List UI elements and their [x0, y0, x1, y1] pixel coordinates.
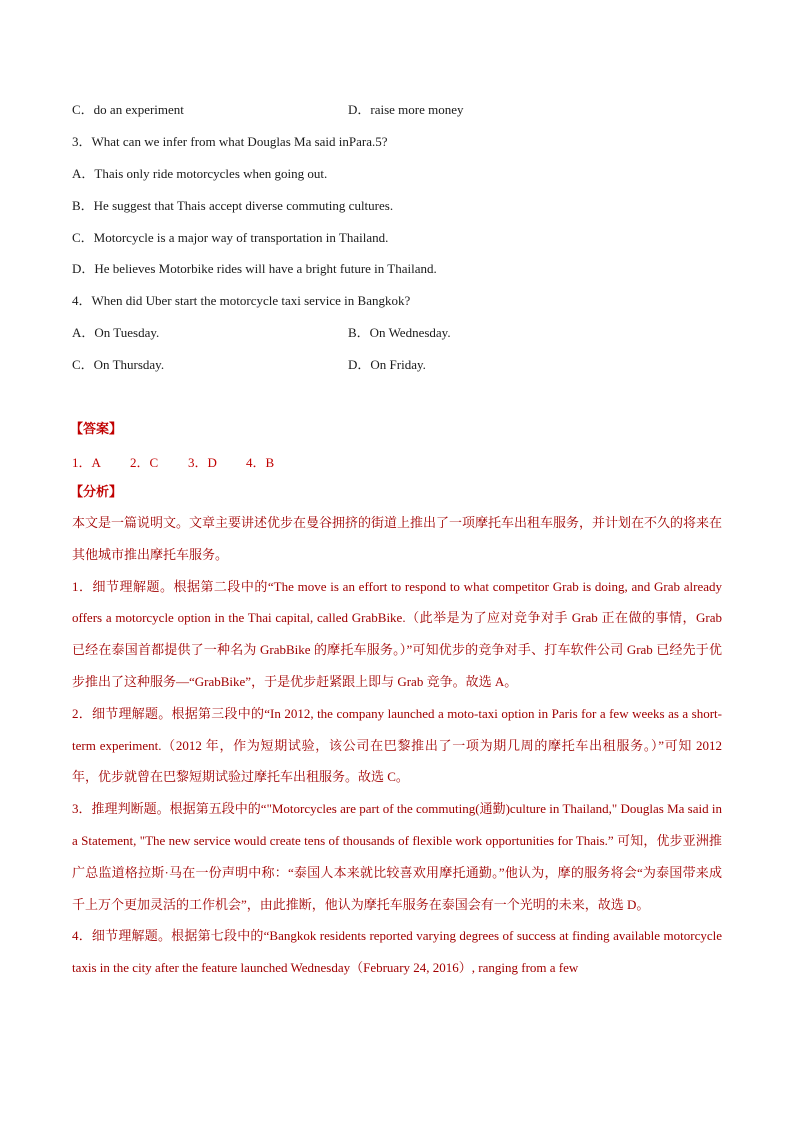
- q4-option-b: B．On Wednesday.: [348, 325, 451, 340]
- q4-stem: 4．When did Uber start the motorcycle taxi service in Bangkok?: [72, 293, 411, 308]
- q4-option-a: A．On Tuesday.: [72, 325, 160, 340]
- q2-options-row: [72, 101, 464, 119]
- answer-item-4: 4．B: [246, 455, 275, 470]
- q2-option-d: D．raise more money: [348, 102, 464, 117]
- q4-options-row-1: [72, 324, 451, 342]
- q3-option-a: A．Thais only ride motorcycles when going out.: [72, 166, 328, 181]
- analysis-summary: 本文是一篇说明文。文章主要讲述优步在曼谷拥挤的街道上推出了一项摩托车出租车服务，并计划在不久的将来在其他城市推出摩托车服务。: [72, 515, 723, 562]
- q2-option-c: C．do an experiment: [72, 102, 184, 117]
- analysis-item-3: 3．推理判断题。根据第五段中的“"Motorcycles are part of the commuting(通勤)culture in Thailand," Douglas Ma said in a Statement, "The new service would create tens of thousands of flexible work opportunities for Thais.” 可知，优步亚洲推广总监道格拉斯·马在一份声明中称：“泰国人本来就比较喜欢用摩托通勤。”他认为，摩的服务将会“为泰国带来成千上万个更加灵活的工作机会”，由此推断，他认为摩托车服务在泰国会有一个光明的未来，故选 D。: [72, 801, 722, 912]
- answer-item-2: 2．C: [130, 455, 159, 470]
- answer-item-1: 1．A: [72, 455, 101, 470]
- analysis-heading: 【分析】: [70, 484, 123, 499]
- q3-option-c: C．Motorcycle is a major way of transportation in Thailand.: [72, 230, 389, 245]
- analysis-item-2: 2．细节理解题。根据第三段中的“In 2012, the company launched a moto-taxi option in Paris for a few weeks as a short-term experiment.（2012 年，作为短期试验，该公司在巴黎推出了一项为期几周的摩托车出租服务。）”可知 2012 年，优步就曾在巴黎短期试验过摩托车出租服务。故选 C。: [72, 705, 722, 785]
- analysis-body: [72, 507, 722, 984]
- q3-stem: 3．What can we infer from what Douglas Ma said inPara.5?: [72, 134, 388, 149]
- q3-option-d: D．He believes Motorbike rides will have a bright future in Thailand.: [72, 261, 437, 276]
- q4-option-c: C．On Thursday.: [72, 357, 165, 372]
- analysis-item-4: 4．细节理解题。根据第七段中的“Bangkok residents reported varying degrees of success at finding available motorcycle taxis in the city after the feature launched Wednesday（February 24, 2016）, ranging from a few: [72, 928, 722, 976]
- q4-option-d: D．On Friday.: [348, 357, 426, 372]
- q4-options-row-2: [72, 356, 426, 374]
- answer-item-3: 3．D: [188, 455, 217, 470]
- analysis-item-1: 1．细节理解题。根据第二段中的“The move is an effort to respond to what competitor Grab is doing, and Grab already offers a motorcycle option in the Thai capital, called GrabBike.（此举是为了应对竞争对手 Grab 正在做的事情，Grab 已经在泰国首都提供了一种名为 GrabBike 的摩托车服务。）”可知优步的竞争对手、打车软件公司 Grab 已经先于优步推出了这种服务—“GrabBike”，于是优步赶紧跟上即与 Grab 竞争。故选 A。: [72, 578, 722, 689]
- q3-option-b: B．He suggest that Thais accept diverse commuting cultures.: [72, 198, 394, 213]
- answer-heading: 【答案】: [70, 421, 123, 436]
